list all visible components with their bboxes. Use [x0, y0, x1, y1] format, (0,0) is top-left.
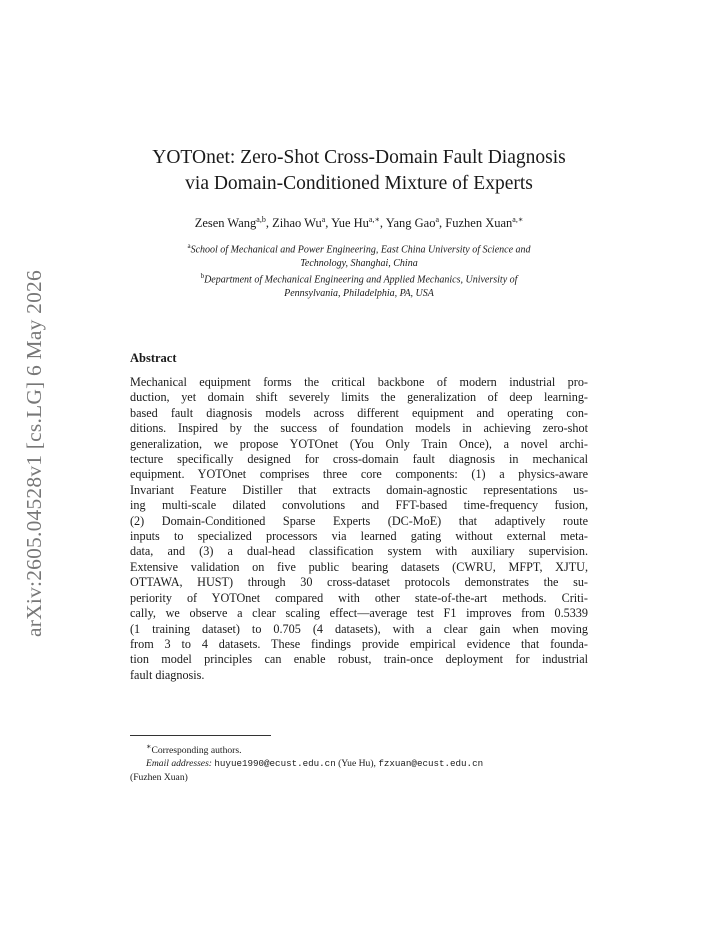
abstract-line: tion model principles can enable robust, train-once deployment for industrial — [130, 652, 588, 667]
author-separator: , — [379, 216, 386, 231]
paper-title — [120, 145, 598, 197]
author-affiliation-mark: a,b — [256, 215, 266, 224]
paper-title-line-2: via Domain-Conditioned Mixture of Experts — [185, 173, 533, 194]
affiliation-mark: b — [200, 272, 205, 281]
footnote-mark: ∗ — [146, 742, 152, 751]
abstract-line: duction, yet domain shift severely limits the generalization of deep learning- — [130, 390, 588, 405]
affiliation-text: School of Mechanical and Power Engineering, East China University of Science and — [190, 244, 531, 256]
abstract-line: ing multi-scale dilated convolutions and FFT-based time-frequency fusion, — [130, 498, 588, 513]
abstract-line: periority of YOTOnet compared with other state-of-the-art methods. Criti- — [130, 590, 588, 605]
abstract-line: cally, we observe a clear scaling effect—average test F1 improves from 0.5339 — [130, 606, 588, 621]
affiliation-text: Department of Mechanical Engineering and Applied Mechanics, University of — [204, 274, 518, 286]
affiliation-list — [130, 240, 588, 301]
abstract-line: (2) Domain-Conditioned Sparse Experts (DC-MoE) that adaptively route — [130, 513, 588, 528]
affiliation-b — [130, 270, 588, 287]
abstract-body — [130, 375, 588, 683]
abstract-line: fault diagnosis. — [130, 667, 205, 682]
affiliation-mark: a — [187, 242, 191, 250]
footnote-emails — [130, 757, 590, 770]
footnote-divider — [130, 735, 271, 736]
author-name: Yang Gao — [385, 216, 436, 231]
footnote-corresponding — [130, 740, 590, 757]
paper-title-line-1: YOTOnet: Zero-Shot Cross-Domain Fault Diagnosis — [152, 147, 566, 168]
author-separator: , — [439, 216, 446, 231]
abstract-line: data, and (3) a dual-head classification system with auxiliary supervision. — [130, 544, 588, 559]
footnote-corresponding-text: Corresponding authors. — [151, 745, 242, 757]
affiliation-a — [130, 240, 588, 257]
author-separator: , — [325, 216, 332, 231]
abstract-line: OTTAWA, HUST) through 30 cross-dataset protocols demonstrates the su- — [130, 575, 588, 590]
author-name: Yue Hu — [331, 216, 369, 231]
abstract-line: Mechanical equipment forms the critical backbone of modern industrial pro- — [130, 375, 588, 389]
author-affiliation-mark: a,∗ — [368, 215, 380, 224]
footnote-email-owner: (Fuzhen Xuan) — [130, 771, 188, 783]
abstract-line: from 3 to 4 datasets. These findings provide empirical evidence that founda- — [130, 636, 588, 651]
author-name: Fuzhen Xuan — [445, 216, 513, 231]
author-affiliation-mark: a,∗ — [512, 215, 524, 224]
author-name: Zihao Wu — [272, 216, 322, 231]
arxiv-identifier-text: arXiv:2605.04528v1 [cs.LG] 6 May 2026 — [21, 269, 46, 637]
abstract-line: based fault diagnosis models across different equipment and operating con- — [130, 405, 588, 420]
author-affiliation-mark: a — [321, 215, 326, 224]
email-owner: (Yue Hu), — [335, 758, 379, 770]
affiliation-a-continued: Technology, Shanghai, China — [300, 257, 418, 269]
abstract-line: (1 training dataset) to 0.705 (4 datasets), with a clear gain when moving — [130, 621, 588, 636]
abstract-line: inputs to specialized processors via learned gating without external meta- — [130, 529, 588, 544]
abstract-line: equipment. YOTOnet comprises three core components: (1) a physics-aware — [130, 467, 588, 482]
author-affiliation-mark: a — [435, 215, 440, 224]
abstract-line: Invariant Feature Distiller that extracts domain-agnostic representations us- — [130, 482, 588, 497]
affiliation-b-continued: Pennsylvania, Philadelphia, PA, USA — [284, 288, 434, 300]
author-list — [120, 212, 598, 231]
email-label: Email addresses: — [146, 758, 212, 770]
abstract-line: Extensive validation on five public bearing datasets (CWRU, MFPT, XJTU, — [130, 559, 588, 574]
abstract-heading: Abstract — [130, 351, 177, 365]
email-link-yue-hu[interactable]: huyue1990@ecust.edu.cn — [214, 758, 336, 770]
arxiv-identifier — [19, 265, 49, 641]
abstract-line: tecture specifically designed for cross-domain fault diagnosis in mechanical — [130, 452, 588, 467]
abstract-line: generalization, we propose YOTOnet (You Only Train Once), a novel archi- — [130, 436, 588, 451]
author-separator: , — [265, 216, 273, 231]
email-link-fuzhen-xuan[interactable]: fzxuan@ecust.edu.cn — [378, 758, 484, 770]
footnotes — [130, 740, 590, 784]
abstract-line: ditions. Inspired by the success of foundation models in achieving zero-shot — [130, 421, 588, 436]
author-name: Zesen Wang — [194, 216, 257, 231]
